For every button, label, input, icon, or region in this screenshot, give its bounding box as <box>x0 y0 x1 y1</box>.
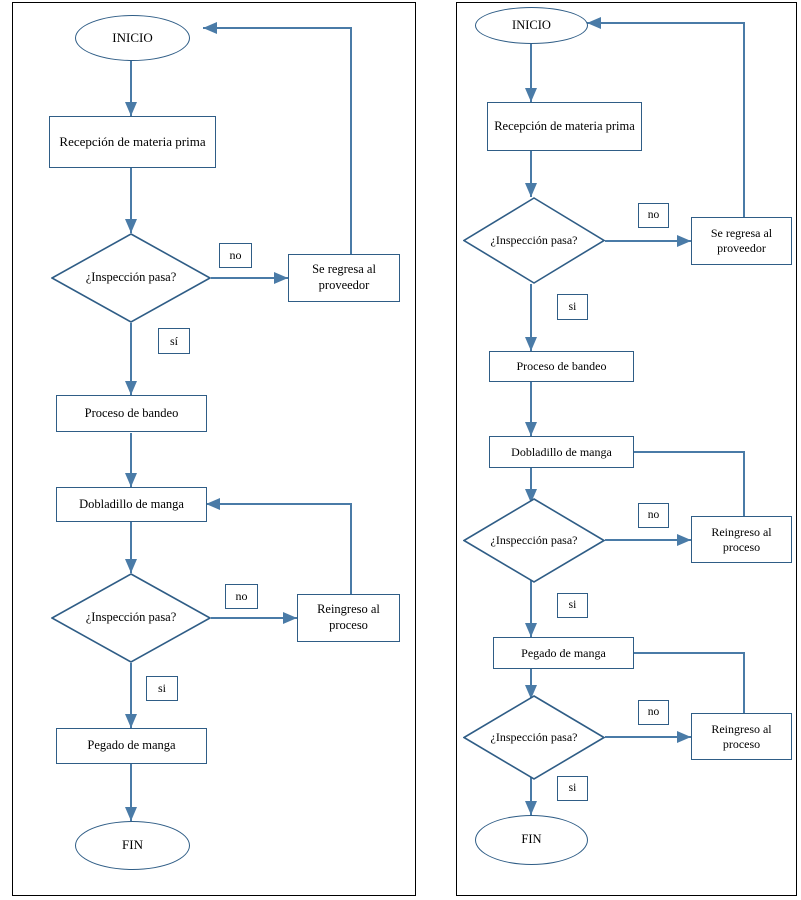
node-inspection2-right <box>463 498 605 583</box>
node-label: ¿Inspección pasa? <box>490 730 578 744</box>
node-label: Recepción de materia prima <box>494 118 635 133</box>
node-label: Pegado de manga <box>87 738 176 753</box>
node-label: INICIO <box>512 17 551 32</box>
edge-label: no <box>235 589 248 603</box>
node-inspection1-right <box>463 197 605 284</box>
node-end-right <box>475 815 588 865</box>
node-label: Dobladillo de manga <box>79 496 184 511</box>
node-hem-left <box>56 487 207 522</box>
node-return-supplier-right <box>691 217 792 265</box>
edge-label-si2-right <box>557 593 588 618</box>
node-start-left <box>75 15 190 61</box>
edge-label-no2-right <box>638 503 669 528</box>
node-reception-left <box>49 116 216 168</box>
node-sleeve-left <box>56 728 207 764</box>
edge-label-si3-right <box>557 776 588 801</box>
edge-label-no1-left <box>219 243 252 268</box>
edge-label-no2-left <box>225 584 258 609</box>
node-label: ¿Inspección pasa? <box>85 270 177 285</box>
node-label: FIN <box>122 837 143 853</box>
flowchart-panel-left <box>12 2 416 896</box>
node-label: Dobladillo de manga <box>511 444 612 459</box>
node-hem-right <box>489 436 634 468</box>
edge-label-no3-right <box>638 700 669 725</box>
edge-label: no <box>647 209 660 222</box>
node-label: Reingreso al proceso <box>711 524 772 554</box>
edge-label-si1-right <box>557 294 588 320</box>
node-banding-right <box>489 351 634 382</box>
node-label: INICIO <box>112 29 153 45</box>
edge-label: no <box>647 509 660 522</box>
node-label: ¿Inspección pasa? <box>85 610 177 625</box>
node-inspection2-left <box>51 573 211 663</box>
edge-label: si <box>568 300 577 313</box>
node-reentry2-right <box>691 516 792 563</box>
edge-label-no1-right <box>638 203 669 228</box>
edge-label-si2-left <box>146 676 178 701</box>
node-return-supplier-left <box>288 254 400 302</box>
node-label: Reingreso al proceso <box>711 721 772 751</box>
flowchart-panel-right <box>456 2 797 896</box>
edge-label: sí <box>169 333 178 348</box>
node-start-right <box>475 7 588 44</box>
node-label: Recepción de materia prima <box>59 133 206 149</box>
node-label: Proceso de bandeo <box>516 359 607 373</box>
edge-label: no <box>647 706 660 719</box>
node-reception-right <box>487 102 642 151</box>
edge-label: si <box>568 599 577 612</box>
edge-label: no <box>229 248 242 262</box>
node-inspection1-left <box>51 233 211 323</box>
node-label: Se regresa al proveedor <box>312 262 376 292</box>
node-sleeve-right <box>493 637 634 669</box>
node-label: Pegado de manga <box>521 645 606 660</box>
node-label: ¿Inspección pasa? <box>490 533 578 547</box>
node-label: Reingreso al proceso <box>317 602 380 632</box>
node-label: FIN <box>521 832 542 847</box>
node-banding-left <box>56 395 207 432</box>
edge-label-si1-left <box>158 328 190 354</box>
node-inspection3-right <box>463 695 605 780</box>
node-label: Se regresa al proveedor <box>710 226 773 255</box>
node-label: ¿Inspección pasa? <box>490 233 578 247</box>
edge-label: si <box>157 681 166 695</box>
node-reentry-left <box>297 594 400 642</box>
node-label: Proceso de bandeo <box>84 405 179 420</box>
node-reentry3-right <box>691 713 792 760</box>
node-end-left <box>75 821 190 870</box>
edge-label: si <box>568 782 577 795</box>
